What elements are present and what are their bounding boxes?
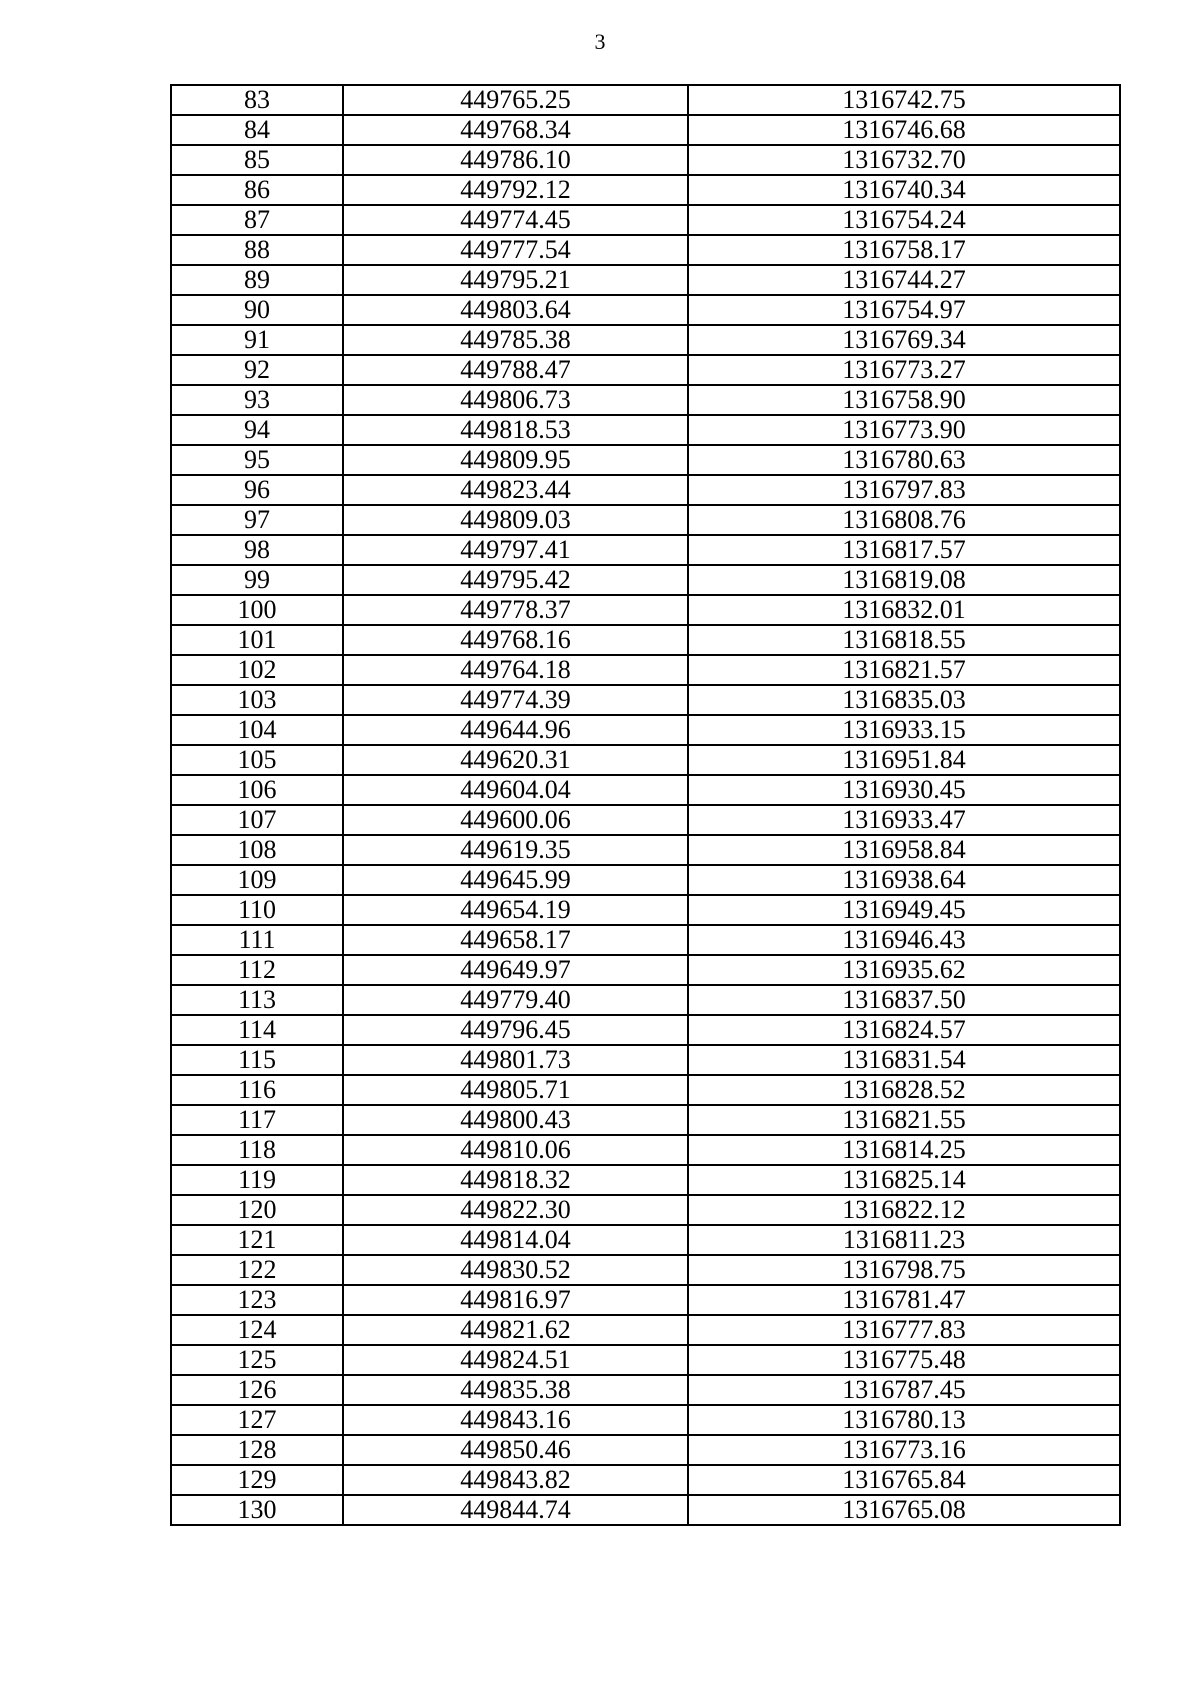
table-row bbox=[171, 1405, 1120, 1435]
table-row bbox=[171, 265, 1120, 295]
page-number: 3 bbox=[594, 29, 606, 54]
y-coordinate-cell: 1316754.24 bbox=[688, 205, 1120, 235]
table-row bbox=[171, 325, 1120, 355]
x-coordinate-cell: 449809.03 bbox=[343, 505, 688, 535]
point-number-cell: 127 bbox=[171, 1405, 343, 1435]
point-number-cell: 83 bbox=[171, 85, 343, 115]
table-row bbox=[171, 205, 1120, 235]
table-row bbox=[171, 385, 1120, 415]
x-coordinate-cell: 449644.96 bbox=[343, 715, 688, 745]
point-number-cell: 106 bbox=[171, 775, 343, 805]
y-coordinate-cell: 1316754.97 bbox=[688, 295, 1120, 325]
x-coordinate-cell: 449658.17 bbox=[343, 925, 688, 955]
y-coordinate-cell: 1316818.55 bbox=[688, 625, 1120, 655]
point-number-cell: 91 bbox=[171, 325, 343, 355]
table-row bbox=[171, 1285, 1120, 1315]
table-row bbox=[171, 1135, 1120, 1165]
y-coordinate-cell: 1316819.08 bbox=[688, 565, 1120, 595]
point-number-cell: 122 bbox=[171, 1255, 343, 1285]
x-coordinate-cell: 449779.40 bbox=[343, 985, 688, 1015]
point-number-cell: 90 bbox=[171, 295, 343, 325]
point-number-cell: 87 bbox=[171, 205, 343, 235]
x-coordinate-cell: 449645.99 bbox=[343, 865, 688, 895]
table-row bbox=[171, 445, 1120, 475]
y-coordinate-cell: 1316777.83 bbox=[688, 1315, 1120, 1345]
point-number-cell: 118 bbox=[171, 1135, 343, 1165]
y-coordinate-cell: 1316797.83 bbox=[688, 475, 1120, 505]
x-coordinate-cell: 449809.95 bbox=[343, 445, 688, 475]
table-row bbox=[171, 625, 1120, 655]
y-coordinate-cell: 1316781.47 bbox=[688, 1285, 1120, 1315]
table-row bbox=[171, 985, 1120, 1015]
point-number-cell: 100 bbox=[171, 595, 343, 625]
table-row bbox=[171, 1495, 1120, 1525]
point-number-cell: 120 bbox=[171, 1195, 343, 1225]
point-number-cell: 103 bbox=[171, 685, 343, 715]
point-number-cell: 84 bbox=[171, 115, 343, 145]
point-number-cell: 94 bbox=[171, 415, 343, 445]
point-number-cell: 115 bbox=[171, 1045, 343, 1075]
x-coordinate-cell: 449792.12 bbox=[343, 175, 688, 205]
point-number-cell: 95 bbox=[171, 445, 343, 475]
y-coordinate-cell: 1316811.23 bbox=[688, 1225, 1120, 1255]
y-coordinate-cell: 1316935.62 bbox=[688, 955, 1120, 985]
table-row bbox=[171, 1255, 1120, 1285]
x-coordinate-cell: 449785.38 bbox=[343, 325, 688, 355]
x-coordinate-cell: 449843.82 bbox=[343, 1465, 688, 1495]
y-coordinate-cell: 1316773.27 bbox=[688, 355, 1120, 385]
y-coordinate-cell: 1316817.57 bbox=[688, 535, 1120, 565]
x-coordinate-cell: 449818.53 bbox=[343, 415, 688, 445]
x-coordinate-cell: 449796.45 bbox=[343, 1015, 688, 1045]
table-row bbox=[171, 865, 1120, 895]
x-coordinate-cell: 449797.41 bbox=[343, 535, 688, 565]
x-coordinate-cell: 449830.52 bbox=[343, 1255, 688, 1285]
y-coordinate-cell: 1316787.45 bbox=[688, 1375, 1120, 1405]
point-number-cell: 123 bbox=[171, 1285, 343, 1315]
point-number-cell: 116 bbox=[171, 1075, 343, 1105]
y-coordinate-cell: 1316835.03 bbox=[688, 685, 1120, 715]
point-number-cell: 93 bbox=[171, 385, 343, 415]
x-coordinate-cell: 449600.06 bbox=[343, 805, 688, 835]
x-coordinate-cell: 449803.64 bbox=[343, 295, 688, 325]
point-number-cell: 88 bbox=[171, 235, 343, 265]
x-coordinate-cell: 449649.97 bbox=[343, 955, 688, 985]
point-number-cell: 98 bbox=[171, 535, 343, 565]
x-coordinate-cell: 449768.34 bbox=[343, 115, 688, 145]
x-coordinate-cell: 449768.16 bbox=[343, 625, 688, 655]
x-coordinate-cell: 449823.44 bbox=[343, 475, 688, 505]
y-coordinate-cell: 1316798.75 bbox=[688, 1255, 1120, 1285]
point-number-cell: 85 bbox=[171, 145, 343, 175]
x-coordinate-cell: 449821.62 bbox=[343, 1315, 688, 1345]
table-row bbox=[171, 925, 1120, 955]
point-number-cell: 111 bbox=[171, 925, 343, 955]
x-coordinate-cell: 449824.51 bbox=[343, 1345, 688, 1375]
point-number-cell: 96 bbox=[171, 475, 343, 505]
point-number-cell: 89 bbox=[171, 265, 343, 295]
x-coordinate-cell: 449777.54 bbox=[343, 235, 688, 265]
table-row bbox=[171, 115, 1120, 145]
coordinates-table-body bbox=[171, 85, 1120, 1525]
y-coordinate-cell: 1316933.47 bbox=[688, 805, 1120, 835]
x-coordinate-cell: 449619.35 bbox=[343, 835, 688, 865]
x-coordinate-cell: 449764.18 bbox=[343, 655, 688, 685]
point-number-cell: 97 bbox=[171, 505, 343, 535]
point-number-cell: 92 bbox=[171, 355, 343, 385]
point-number-cell: 107 bbox=[171, 805, 343, 835]
y-coordinate-cell: 1316742.75 bbox=[688, 85, 1120, 115]
point-number-cell: 121 bbox=[171, 1225, 343, 1255]
y-coordinate-cell: 1316744.27 bbox=[688, 265, 1120, 295]
y-coordinate-cell: 1316821.57 bbox=[688, 655, 1120, 685]
x-coordinate-cell: 449774.45 bbox=[343, 205, 688, 235]
point-number-cell: 108 bbox=[171, 835, 343, 865]
table-row bbox=[171, 1315, 1120, 1345]
x-coordinate-cell: 449850.46 bbox=[343, 1435, 688, 1465]
table-row bbox=[171, 955, 1120, 985]
y-coordinate-cell: 1316780.63 bbox=[688, 445, 1120, 475]
table-row bbox=[171, 415, 1120, 445]
point-number-cell: 113 bbox=[171, 985, 343, 1015]
y-coordinate-cell: 1316765.84 bbox=[688, 1465, 1120, 1495]
y-coordinate-cell: 1316837.50 bbox=[688, 985, 1120, 1015]
y-coordinate-cell: 1316824.57 bbox=[688, 1015, 1120, 1045]
y-coordinate-cell: 1316949.45 bbox=[688, 895, 1120, 925]
table-row bbox=[171, 1345, 1120, 1375]
table-row bbox=[171, 1165, 1120, 1195]
x-coordinate-cell: 449795.42 bbox=[343, 565, 688, 595]
point-number-cell: 101 bbox=[171, 625, 343, 655]
table-row bbox=[171, 145, 1120, 175]
y-coordinate-cell: 1316831.54 bbox=[688, 1045, 1120, 1075]
y-coordinate-cell: 1316930.45 bbox=[688, 775, 1120, 805]
point-number-cell: 86 bbox=[171, 175, 343, 205]
point-number-cell: 99 bbox=[171, 565, 343, 595]
x-coordinate-cell: 449620.31 bbox=[343, 745, 688, 775]
y-coordinate-cell: 1316821.55 bbox=[688, 1105, 1120, 1135]
y-coordinate-cell: 1316740.34 bbox=[688, 175, 1120, 205]
table-row bbox=[171, 1195, 1120, 1225]
x-coordinate-cell: 449805.71 bbox=[343, 1075, 688, 1105]
y-coordinate-cell: 1316769.34 bbox=[688, 325, 1120, 355]
table-row bbox=[171, 655, 1120, 685]
y-coordinate-cell: 1316832.01 bbox=[688, 595, 1120, 625]
x-coordinate-cell: 449801.73 bbox=[343, 1045, 688, 1075]
y-coordinate-cell: 1316946.43 bbox=[688, 925, 1120, 955]
point-number-cell: 126 bbox=[171, 1375, 343, 1405]
y-coordinate-cell: 1316765.08 bbox=[688, 1495, 1120, 1525]
point-number-cell: 128 bbox=[171, 1435, 343, 1465]
y-coordinate-cell: 1316773.90 bbox=[688, 415, 1120, 445]
table-row bbox=[171, 1105, 1120, 1135]
table-row bbox=[171, 355, 1120, 385]
table-row bbox=[171, 1465, 1120, 1495]
y-coordinate-cell: 1316951.84 bbox=[688, 745, 1120, 775]
point-number-cell: 112 bbox=[171, 955, 343, 985]
table-row bbox=[171, 175, 1120, 205]
table-row bbox=[171, 1015, 1120, 1045]
y-coordinate-cell: 1316814.25 bbox=[688, 1135, 1120, 1165]
point-number-cell: 109 bbox=[171, 865, 343, 895]
table-row bbox=[171, 295, 1120, 325]
point-number-cell: 104 bbox=[171, 715, 343, 745]
table-row bbox=[171, 1045, 1120, 1075]
table-row bbox=[171, 595, 1120, 625]
table-row bbox=[171, 505, 1120, 535]
point-number-cell: 129 bbox=[171, 1465, 343, 1495]
y-coordinate-cell: 1316780.13 bbox=[688, 1405, 1120, 1435]
point-number-cell: 119 bbox=[171, 1165, 343, 1195]
x-coordinate-cell: 449604.04 bbox=[343, 775, 688, 805]
x-coordinate-cell: 449843.16 bbox=[343, 1405, 688, 1435]
y-coordinate-cell: 1316825.14 bbox=[688, 1165, 1120, 1195]
point-number-cell: 102 bbox=[171, 655, 343, 685]
x-coordinate-cell: 449818.32 bbox=[343, 1165, 688, 1195]
point-number-cell: 125 bbox=[171, 1345, 343, 1375]
x-coordinate-cell: 449765.25 bbox=[343, 85, 688, 115]
y-coordinate-cell: 1316758.17 bbox=[688, 235, 1120, 265]
table-row bbox=[171, 235, 1120, 265]
table-row bbox=[171, 1225, 1120, 1255]
table-row bbox=[171, 775, 1120, 805]
y-coordinate-cell: 1316775.48 bbox=[688, 1345, 1120, 1375]
x-coordinate-cell: 449654.19 bbox=[343, 895, 688, 925]
x-coordinate-cell: 449806.73 bbox=[343, 385, 688, 415]
coordinates-table bbox=[170, 84, 1121, 1526]
table-row bbox=[171, 565, 1120, 595]
table-row bbox=[171, 85, 1120, 115]
table-row bbox=[171, 1075, 1120, 1105]
table-row bbox=[171, 895, 1120, 925]
table-row bbox=[171, 745, 1120, 775]
point-number-cell: 130 bbox=[171, 1495, 343, 1525]
table-row bbox=[171, 805, 1120, 835]
table-row bbox=[171, 1375, 1120, 1405]
x-coordinate-cell: 449835.38 bbox=[343, 1375, 688, 1405]
y-coordinate-cell: 1316938.64 bbox=[688, 865, 1120, 895]
table-row bbox=[171, 535, 1120, 565]
x-coordinate-cell: 449786.10 bbox=[343, 145, 688, 175]
x-coordinate-cell: 449800.43 bbox=[343, 1105, 688, 1135]
point-number-cell: 117 bbox=[171, 1105, 343, 1135]
x-coordinate-cell: 449774.39 bbox=[343, 685, 688, 715]
x-coordinate-cell: 449795.21 bbox=[343, 265, 688, 295]
y-coordinate-cell: 1316933.15 bbox=[688, 715, 1120, 745]
table-row bbox=[171, 685, 1120, 715]
x-coordinate-cell: 449810.06 bbox=[343, 1135, 688, 1165]
table-row bbox=[171, 1435, 1120, 1465]
y-coordinate-cell: 1316808.76 bbox=[688, 505, 1120, 535]
y-coordinate-cell: 1316746.68 bbox=[688, 115, 1120, 145]
y-coordinate-cell: 1316758.90 bbox=[688, 385, 1120, 415]
x-coordinate-cell: 449814.04 bbox=[343, 1225, 688, 1255]
x-coordinate-cell: 449844.74 bbox=[343, 1495, 688, 1525]
point-number-cell: 124 bbox=[171, 1315, 343, 1345]
y-coordinate-cell: 1316773.16 bbox=[688, 1435, 1120, 1465]
x-coordinate-cell: 449778.37 bbox=[343, 595, 688, 625]
y-coordinate-cell: 1316828.52 bbox=[688, 1075, 1120, 1105]
y-coordinate-cell: 1316732.70 bbox=[688, 145, 1120, 175]
x-coordinate-cell: 449822.30 bbox=[343, 1195, 688, 1225]
table-row bbox=[171, 715, 1120, 745]
x-coordinate-cell: 449816.97 bbox=[343, 1285, 688, 1315]
point-number-cell: 105 bbox=[171, 745, 343, 775]
point-number-cell: 114 bbox=[171, 1015, 343, 1045]
x-coordinate-cell: 449788.47 bbox=[343, 355, 688, 385]
point-number-cell: 110 bbox=[171, 895, 343, 925]
table-row bbox=[171, 475, 1120, 505]
y-coordinate-cell: 1316958.84 bbox=[688, 835, 1120, 865]
y-coordinate-cell: 1316822.12 bbox=[688, 1195, 1120, 1225]
table-row bbox=[171, 835, 1120, 865]
